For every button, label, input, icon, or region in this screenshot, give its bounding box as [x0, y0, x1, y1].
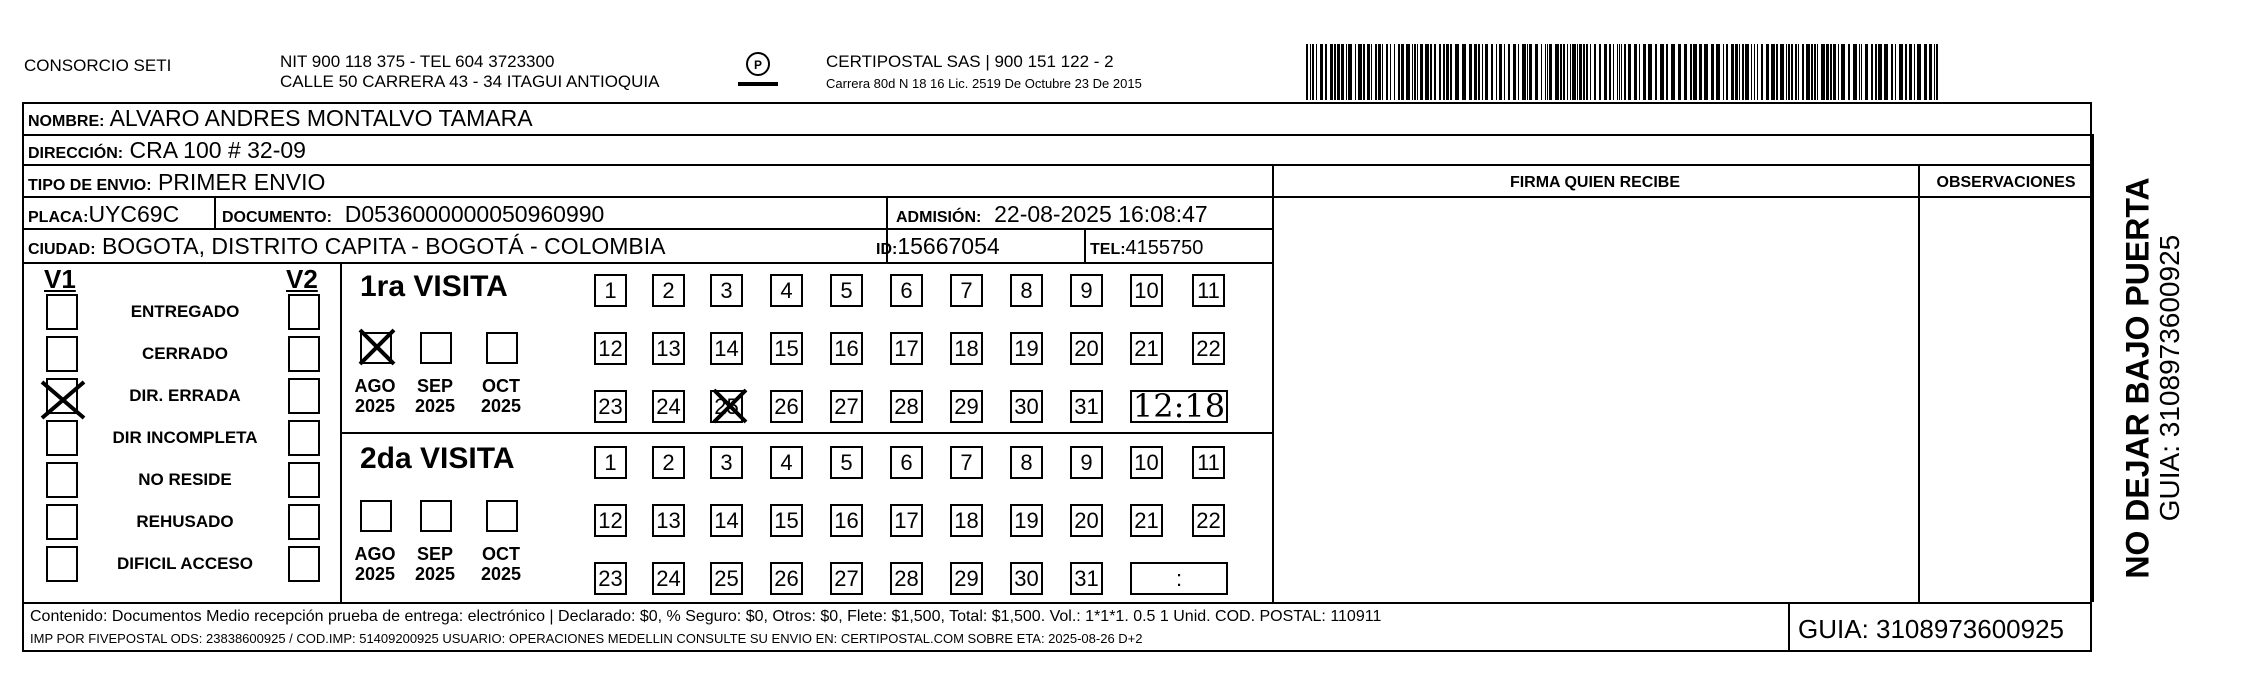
barcode-bar	[1684, 44, 1687, 100]
barcode-bar	[1878, 44, 1882, 100]
barcode-bar	[1621, 44, 1622, 100]
guia-number: GUIA: 3108973600925	[1798, 614, 2064, 644]
barcode-bar	[1766, 44, 1769, 100]
barcode-bar	[1929, 44, 1932, 100]
barcode-bar	[1666, 44, 1668, 100]
barcode-bar	[1704, 44, 1708, 100]
barcode-bar	[1909, 44, 1912, 100]
barcode-bar	[1330, 44, 1333, 100]
barcode-bar	[1891, 44, 1893, 100]
v2-day-box[interactable]: 27	[830, 562, 863, 595]
barcode-bar	[1450, 44, 1452, 100]
v2-checkbox[interactable]	[288, 462, 320, 498]
barcode-bar	[1504, 44, 1505, 100]
footer-content: Contenido: Documentos Medio recepción prueba de entrega: electrónico | Declarado: $0, % Seguro: $0, Otros: $0, Flete: $1,500, Total: $1,500. Vol.: 1*1*1. 0.5 1 Unid. COD. POSTAL: 110911	[30, 608, 1382, 625]
status-label: NO RESIDE	[138, 470, 232, 489]
status-label: ENTREGADO	[130, 302, 240, 321]
barcode-bar	[1936, 44, 1938, 100]
barcode-bar	[1604, 44, 1607, 100]
v2-day-box[interactable]: 16	[830, 504, 863, 537]
admision-field: ADMISIÓN: 22-08-2025 16:08:47	[896, 201, 1208, 227]
barcode-bar	[1545, 44, 1546, 100]
barcode-bar	[1711, 44, 1714, 100]
v1-checkbox[interactable]	[46, 546, 78, 582]
barcode-bar	[1375, 44, 1377, 100]
barcode-bar	[1577, 44, 1578, 100]
v1-day-box[interactable]: 6	[890, 274, 923, 307]
barcode-bar	[1358, 44, 1362, 100]
barcode-bar	[1609, 44, 1611, 100]
barcode-bar	[1693, 44, 1697, 100]
barcode-bar	[1655, 44, 1657, 100]
barcode-bar	[1699, 44, 1702, 100]
barcode-bar	[1861, 44, 1862, 100]
check-mark-icon	[358, 328, 396, 371]
status-label: DIR. ERRADA	[129, 386, 241, 405]
v2-day-box[interactable]: 18	[950, 504, 983, 537]
v2-checkbox[interactable]	[288, 294, 320, 330]
barcode-bar	[1469, 44, 1472, 100]
barcode-bar	[1567, 44, 1568, 100]
barcode-bar	[1731, 44, 1734, 100]
barcode-bar	[1474, 44, 1477, 100]
v1-checkbox[interactable]	[46, 336, 78, 372]
v2-day-box[interactable]: 11	[1192, 446, 1225, 479]
barcode-bar	[1786, 44, 1787, 100]
v1-day-box[interactable]: 24	[652, 390, 685, 423]
barcode-bar	[1572, 44, 1576, 100]
barcode-bar	[1745, 44, 1749, 100]
v1-day-box[interactable]: 11	[1192, 274, 1225, 307]
barcode-bar	[1414, 44, 1416, 100]
id-field: ID:15667054	[876, 233, 1000, 259]
barcode-bar	[1859, 44, 1860, 100]
v2-day-box[interactable]: 8	[1010, 446, 1043, 479]
v2-day-box[interactable]: 17	[890, 504, 923, 537]
status-label: REHUSADO	[136, 512, 234, 531]
v2-day-box[interactable]: 26	[770, 562, 803, 595]
barcode-bar	[1541, 44, 1542, 100]
v1-day-box[interactable]: 2	[652, 274, 685, 307]
nit-line: NIT 900 118 375 - TEL 604 3723300	[280, 52, 555, 71]
v2-day-box[interactable]: 22	[1192, 504, 1225, 537]
carrier-license: Carrera 80d N 18 16 Lic. 2519 De Octubre 23 De 2015	[826, 76, 1142, 91]
barcode-bar	[1434, 44, 1436, 100]
barcode-bar	[1899, 44, 1903, 100]
v2-day-box[interactable]: 7	[950, 446, 983, 479]
barcode-bar	[1320, 44, 1323, 100]
direccion-field: DIRECCIÓN: CRA 100 # 32-09	[28, 137, 306, 163]
barcode-bar	[1325, 44, 1327, 100]
v1-month-label: AGO 2025	[354, 376, 396, 416]
v1-day-box[interactable]: 30	[1010, 390, 1043, 423]
barcode-bar	[1346, 44, 1347, 100]
v1-day-box[interactable]: 26	[770, 390, 803, 423]
firma-header: FIRMA QUIEN RECIBE	[1509, 174, 1681, 191]
barcode-bar	[1780, 44, 1784, 100]
v1-day-box[interactable]: 22	[1192, 332, 1225, 365]
barcode-bar	[1795, 44, 1797, 100]
second-visit-title: 2da VISITA	[360, 442, 515, 475]
barcode-bar	[1508, 44, 1510, 100]
barcode-bar	[1716, 44, 1720, 100]
barcode-bar	[1499, 44, 1502, 100]
side-guia: GUIA: 3108973600925	[2154, 234, 2185, 522]
barcode-bar	[1306, 44, 1308, 100]
barcode-bar	[1924, 44, 1927, 100]
v1-day-box[interactable]: 4	[770, 274, 803, 307]
v1-month-checkbox[interactable]	[420, 332, 452, 364]
v2-day-box[interactable]: 28	[890, 562, 923, 595]
v1-day-box[interactable]: 23	[594, 390, 627, 423]
v1-day-box[interactable]: 14	[710, 332, 743, 365]
barcode-bar	[1735, 44, 1738, 100]
barcode-bar	[1895, 44, 1896, 100]
barcode-bar	[1390, 44, 1391, 100]
v1-checkbox[interactable]	[46, 294, 78, 330]
barcode-bar	[1757, 44, 1758, 100]
barcode-bar	[1439, 44, 1441, 100]
barcode-bar	[1599, 44, 1601, 100]
barcode-bar	[1619, 44, 1620, 100]
placa-field: PLACA:UYC69C	[28, 201, 180, 227]
v1-time-box[interactable]: 12:18	[1130, 390, 1228, 423]
v2-checkbox[interactable]	[288, 420, 320, 456]
barcode-bar	[1406, 44, 1410, 100]
v2-time-box[interactable]: :	[1130, 562, 1228, 595]
barcode-bar	[1841, 44, 1845, 100]
v2-day-box[interactable]: 6	[890, 446, 923, 479]
barcode-bar	[1535, 44, 1538, 100]
v1-day-box[interactable]: 25	[710, 390, 743, 423]
barcode-bar	[1394, 44, 1395, 100]
v2-month-checkbox[interactable]	[420, 500, 452, 532]
v1-day-box[interactable]: 20	[1070, 332, 1103, 365]
barcode-bar	[1522, 44, 1526, 100]
barcode-bar	[1848, 44, 1850, 100]
v2-day-box[interactable]: 12	[594, 504, 627, 537]
barcode-bar	[1690, 44, 1692, 100]
carrier-name: CERTIPOSTAL SAS | 900 151 122 - 2	[826, 52, 1114, 71]
svg-text:P: P	[753, 58, 763, 72]
barcode-bar	[1367, 44, 1370, 100]
barcode-bar	[1917, 44, 1921, 100]
status-label: CERRADO	[142, 344, 228, 363]
barcode-bar	[1555, 44, 1559, 100]
barcode-bar	[1871, 44, 1873, 100]
v2-month-label: AGO 2025	[354, 544, 396, 584]
barcode-bar	[1754, 44, 1755, 100]
side-warning: NO DEJAR BAJO PUERTA	[2119, 177, 2156, 579]
v2-month-checkbox[interactable]	[360, 500, 392, 532]
barcode-bar	[1560, 44, 1562, 100]
barcode-bar	[1549, 44, 1552, 100]
barcode-bar	[1884, 44, 1888, 100]
barcode-bar	[1310, 44, 1311, 100]
barcode-bar	[1802, 44, 1804, 100]
barcode-bar	[1934, 44, 1935, 100]
v2-day-box[interactable]: 10	[1130, 446, 1163, 479]
v2-day-box[interactable]: 25	[710, 562, 743, 595]
v2-checkbox[interactable]	[288, 378, 320, 414]
barcode-bar	[1771, 44, 1775, 100]
barcode-bar	[1485, 44, 1488, 100]
barcode-bar	[1371, 44, 1372, 100]
barcode-bar	[1586, 44, 1588, 100]
barcode-bar	[1425, 44, 1429, 100]
v2-day-box[interactable]: 4	[770, 446, 803, 479]
barcode-bar	[1594, 44, 1596, 100]
v2-day-box[interactable]: 14	[710, 504, 743, 537]
barcode-bar	[1518, 44, 1519, 100]
barcode-bar	[1821, 44, 1825, 100]
v2-day-box[interactable]: 21	[1130, 504, 1163, 537]
barcode-bar	[1583, 44, 1585, 100]
barcode-bar	[1791, 44, 1793, 100]
v1-checkbox[interactable]	[46, 420, 78, 456]
barcode-bar	[1865, 44, 1868, 100]
barcode-bar	[1334, 44, 1336, 100]
barcode-bar	[1378, 44, 1381, 100]
barcode-bar	[1833, 44, 1836, 100]
v1-day-box[interactable]: 29	[950, 390, 983, 423]
barcode-bar	[1355, 44, 1356, 100]
barcode-bar	[1382, 44, 1383, 100]
v2-checkbox[interactable]	[288, 336, 320, 372]
v1-day-box[interactable]: 3	[710, 274, 743, 307]
barcode-bar	[1417, 44, 1418, 100]
v1-day-box[interactable]: 10	[1130, 274, 1163, 307]
v2-day-box[interactable]: 5	[830, 446, 863, 479]
barcode-bar	[1814, 44, 1816, 100]
barcode-bar	[1348, 44, 1352, 100]
barcode-bar	[1761, 44, 1763, 100]
barcode-bar	[1455, 44, 1459, 100]
v1-day-box[interactable]: 21	[1130, 332, 1163, 365]
v2-day-box[interactable]: 9	[1070, 446, 1103, 479]
barcode-bar	[1875, 44, 1877, 100]
barcode-bar	[1643, 44, 1646, 100]
v1-day-box[interactable]: 28	[890, 390, 923, 423]
v1-month-label: OCT 2025	[480, 376, 522, 416]
status-label: DIR INCOMPLETA	[112, 428, 258, 447]
barcode-bar	[1726, 44, 1728, 100]
v1-day-box[interactable]: 12	[594, 332, 627, 365]
v1-day-box[interactable]: 8	[1010, 274, 1043, 307]
v2-day-box[interactable]: 20	[1070, 504, 1103, 537]
v2-day-box[interactable]: 31	[1070, 562, 1103, 595]
barcode-bar	[1341, 44, 1344, 100]
tel-field: TEL:4155750	[1090, 237, 1204, 259]
barcode-bar	[1446, 44, 1449, 100]
v2-day-box[interactable]: 30	[1010, 562, 1043, 595]
tipo-envio-field: TIPO DE ENVIO: PRIMER ENVIO	[28, 169, 326, 195]
status-label: DIFICIL ACCESO	[116, 554, 253, 573]
barcode-bar	[1412, 44, 1413, 100]
barcode-bar	[1678, 44, 1681, 100]
barcode-bar	[1739, 44, 1740, 100]
v2-month-label: SEP 2025	[414, 544, 456, 584]
barcode-bar	[1634, 44, 1637, 100]
v2-day-box[interactable]: 3	[710, 446, 743, 479]
v2-day-box[interactable]: 15	[770, 504, 803, 537]
barcode-bar	[1838, 44, 1839, 100]
v1-checkbox[interactable]	[46, 462, 78, 498]
barcode-bar	[1660, 44, 1664, 100]
barcode-bar	[1776, 44, 1778, 100]
v2-month-label: OCT 2025	[480, 544, 522, 584]
barcode-bar	[1316, 44, 1317, 100]
check-mark-icon	[712, 388, 748, 429]
v2-label: V2	[286, 264, 318, 294]
v1-day-box[interactable]: 13	[652, 332, 685, 365]
documento-field: DOCUMENTO: D0536000000050960990	[222, 201, 605, 227]
barcode-bar	[1570, 44, 1571, 100]
barcode-bar	[1788, 44, 1790, 100]
barcode-bar	[1386, 44, 1388, 100]
v2-checkbox[interactable]	[288, 546, 320, 582]
barcode-bar	[1914, 44, 1915, 100]
carrier-logo-icon	[728, 50, 788, 92]
v1-day-box[interactable]: 19	[1010, 332, 1043, 365]
barcode-bar	[1337, 44, 1340, 100]
barcode-bar	[1513, 44, 1516, 100]
v2-day-box[interactable]: 19	[1010, 504, 1043, 537]
first-visit-title: 1ra VISITA	[360, 270, 508, 303]
barcode-bar	[1547, 44, 1548, 100]
v1-month-checkbox[interactable]	[486, 332, 518, 364]
barcode-bar	[1491, 44, 1493, 100]
barcode-bar	[1529, 44, 1532, 100]
barcode-bar	[1462, 44, 1466, 100]
v2-day-box[interactable]: 24	[652, 562, 685, 595]
v1-day-box[interactable]: 17	[890, 332, 923, 365]
barcode-bar	[1398, 44, 1400, 100]
barcode-bar	[1830, 44, 1832, 100]
barcode-bar	[1478, 44, 1480, 100]
barcode-bar	[1617, 44, 1618, 100]
check-mark-icon	[40, 380, 86, 425]
barcode-bar	[1639, 44, 1640, 100]
v1-day-box[interactable]: 27	[830, 390, 863, 423]
barcode-bar	[1312, 44, 1314, 100]
company-name: CONSORCIO SETI	[24, 56, 172, 75]
v1-label: V1	[44, 264, 76, 294]
observaciones-header: OBSERVACIONES	[1936, 174, 2076, 191]
barcode-bar	[1443, 44, 1445, 100]
v1-day-box[interactable]: 7	[950, 274, 983, 307]
barcode-bar	[1590, 44, 1591, 100]
v2-day-box[interactable]: 2	[652, 446, 685, 479]
barcode-bar	[1613, 44, 1614, 100]
barcode	[1306, 44, 1946, 100]
barcode-bar	[1648, 44, 1652, 100]
barcode-bar	[1751, 44, 1752, 100]
v1-day-box[interactable]: 31	[1070, 390, 1103, 423]
v1-month-label: SEP 2025	[414, 376, 456, 416]
barcode-bar	[1527, 44, 1528, 100]
v1-day-box[interactable]: 15	[770, 332, 803, 365]
barcode-bar	[1401, 44, 1404, 100]
v1-checkbox[interactable]	[46, 504, 78, 540]
barcode-bar	[1742, 44, 1744, 100]
v2-day-box[interactable]: 1	[594, 446, 627, 479]
barcode-bar	[1811, 44, 1813, 100]
barcode-bar	[1723, 44, 1724, 100]
v2-month-checkbox[interactable]	[486, 500, 518, 532]
v2-day-box[interactable]: 23	[594, 562, 627, 595]
barcode-bar	[1826, 44, 1829, 100]
barcode-bar	[1798, 44, 1799, 100]
v2-day-box[interactable]: 13	[652, 504, 685, 537]
v1-day-box[interactable]: 16	[830, 332, 863, 365]
v1-day-box[interactable]: 9	[1070, 274, 1103, 307]
barcode-bar	[1806, 44, 1810, 100]
footer-print-info: IMP POR FIVEPOSTAL ODS: 23838600925 / COD.IMP: 51409200925 USUARIO: OPERACIONES MEDELLIN CONSULTE SU ENVIO EN: CERTIPOSTAL.COM SOBRE ETA: 2025-08-26 D+2	[30, 631, 1143, 646]
barcode-bar	[1363, 44, 1365, 100]
v1-day-box[interactable]: 1	[594, 274, 627, 307]
ciudad-field: CIUDAD: BOGOTA, DISTRITO CAPITA - BOGOTÁ - COLOMBIA	[28, 233, 666, 259]
barcode-bar	[1420, 44, 1423, 100]
barcode-bar	[1430, 44, 1432, 100]
barcode-bar	[1624, 44, 1626, 100]
v1-day-box[interactable]: 5	[830, 274, 863, 307]
barcode-bar	[1579, 44, 1582, 100]
barcode-bar	[1628, 44, 1631, 100]
barcode-bar	[1563, 44, 1565, 100]
barcode-bar	[1905, 44, 1907, 100]
barcode-bar	[1482, 44, 1483, 100]
v2-checkbox[interactable]	[288, 504, 320, 540]
v1-day-box[interactable]: 18	[950, 332, 983, 365]
barcode-bar	[1817, 44, 1818, 100]
v2-day-box[interactable]: 29	[950, 562, 983, 595]
nombre-field: NOMBRE: ALVARO ANDRES MONTALVO TAMARA	[28, 105, 533, 131]
address-line: CALLE 50 CARRERA 43 - 34 ITAGUI ANTIOQUIA	[280, 72, 660, 91]
barcode-bar	[1853, 44, 1857, 100]
barcode-bar	[1671, 44, 1675, 100]
barcode-bar	[1496, 44, 1497, 100]
